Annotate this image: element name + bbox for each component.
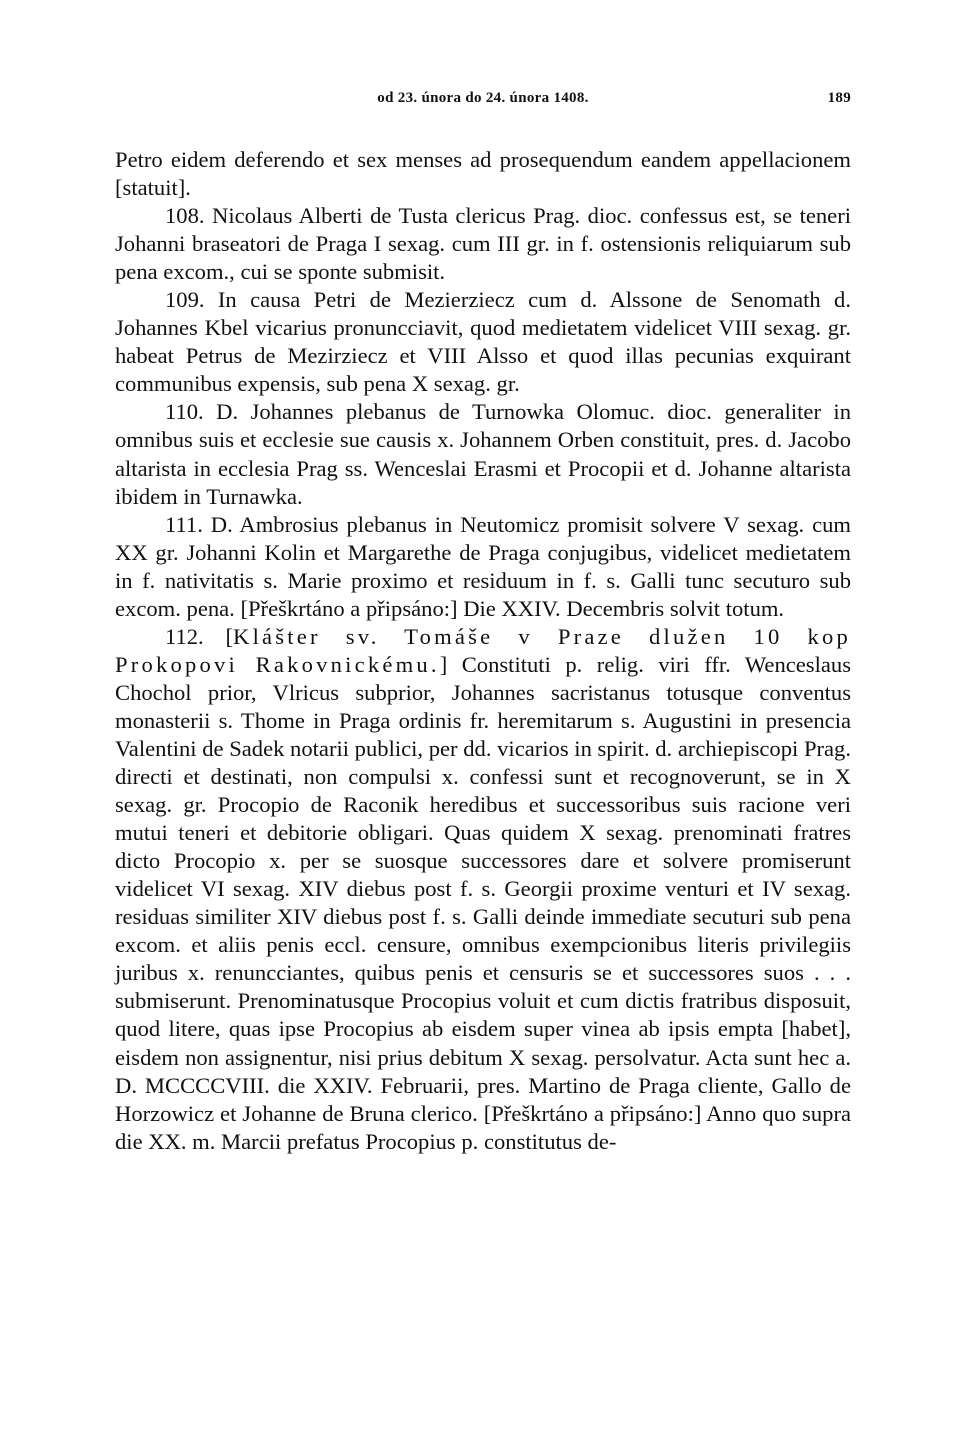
entry-109: 109. In causa Petri de Mezierziecz cum d. Alssone de Senomath d. Johannes Kbel vicarius pronuncciavit, quod medietatem videlicet VIII sexag. gr. habeat Petrus de Mezirziecz et VIII Alsso et quod illas pecunias exquirant communibus expensis, sub pena X sexag. gr. [115,287,851,397]
entry-110: 110. D. Johannes plebanus de Turnowka Olomuc. dioc. generaliter in omnibus suis et ecclesie sue causis x. Johannem Orben constituit, pres. d. Jacobo altarista in ecclesia Prag ss. Wenceslai Erasmi et Procopii et d. Johanne altarista ibidem in Turnawka. [115,399,851,509]
entry-111: 111. D. Ambrosius plebanus in Neutomicz promisit solvere V sexag. cum XX gr. Johanni Kolin et Margarethe de Praga conjugibus, videlicet medietatem in f. nativitatis s. Marie proximo et residuum in f. s. Galli tunc secuturo sub excom. pena. [Přeškrtáno a připsáno:] Die XXIV. Decembris solvit totum. [115,511,851,621]
running-header [115,88,851,118]
paragraph-continuation: Petro eidem deferendo et sex menses ad prosequendum eandem appellacionem [statuit]. [115,147,851,201]
document-body [115,146,851,1156]
page-number: 189 [827,90,851,106]
document-page [115,88,851,1156]
running-header-title: od 23. února do 24. února 1408. [377,90,589,106]
entry-112-text: ] Constituti p. relig. viri ffr. Wenceslaus Chochol prior, Vlricus subprior, Johannes sacristanus totusque conventus monasterii s. Thome in Praga ordinis fr. heremitarum s. Augustini in presencia Valentini de Sadek notarii publici, per dd. vicarios in spirit. d. archiepiscopi Prag. directi et destinati, non compulsi x. confessi sunt et recognoverunt, se in X sexag. gr. Procopio de Raconik heredibus et successoribus suis racione veri mutui teneri et debitorie obligari. Quas quidem X sexag. prenominati fratres dicto Procopio x. per se suosque successores dare et solvere promiserunt videlicet VI sexag. XIV diebus post f. s. Georgii proxime venturi et IV sexag. residuas similiter XIV diebus post f. s. Galli deinde immediate secuturi sub pena excom. et aliis penis eccl. censure, omnibus exempcionibus literis privilegiis juribus x. renuncciantes, quibus penis et censuris se et successores suos . . . submiserunt. Prenominatusque Procopius voluit et cum dictis fratribus disposuit, quod litere, quas ipse Procopius ab eisdem super vinea ab ipsis empta [habet], eisdem non assignentur, nisi prius debitum X sexag. persolvatur. Acta sunt hec a. D. MCCCCVIII. die XXIV. Februarii, pres. Martino de Praga cliente, Gallo de Horzowicz et Johanne de Bruna clerico. [Přeškrtáno a připsáno:] Anno quo supra die XX. m. Marcii prefatus Procopius p. constitutus de- [115,651,852,1154]
entry-112-number: 112. [ [165,623,234,649]
entry-108: 108. Nicolaus Alberti de Tusta clericus Prag. dioc. confessus est, se teneri Johanni braseatori de Praga I sexag. cum III gr. in f. ostensionis reliquiarum sub pena excom., cui se sponte submisit. [115,203,851,285]
entry-112-heading: Klášter sv. Tomáše v Praze dlužen 10 kop Prokopovi Rakovnickému. [115,623,851,677]
entry-112 [115,623,851,1156]
